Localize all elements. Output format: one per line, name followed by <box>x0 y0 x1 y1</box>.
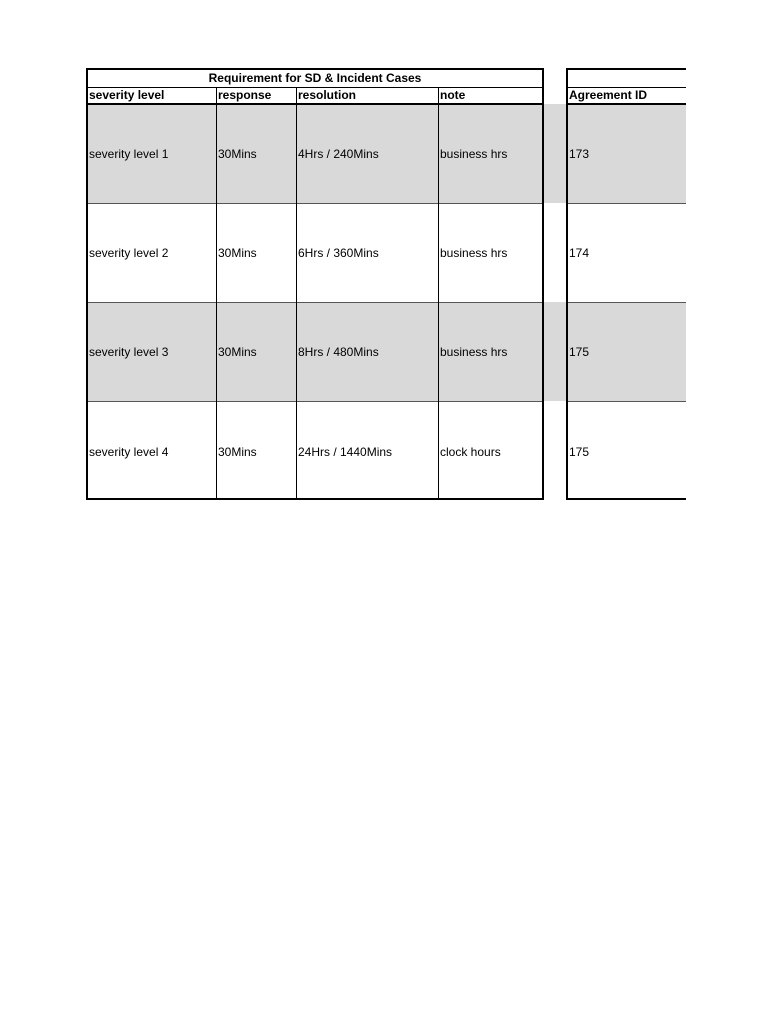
cell-response[interactable]: 30Mins <box>218 345 257 359</box>
cell-note[interactable]: business hrs <box>440 147 508 161</box>
header-note[interactable]: note <box>440 88 466 102</box>
cell-severity[interactable]: severity level 1 <box>89 147 169 161</box>
table-row <box>568 105 690 204</box>
table-row <box>568 402 690 501</box>
cell-severity[interactable]: severity level 2 <box>89 246 169 260</box>
cell-resolution[interactable]: 6Hrs / 360Mins <box>298 246 379 260</box>
cell-severity[interactable]: severity level 4 <box>89 444 169 459</box>
table-row <box>568 204 690 303</box>
page-edge <box>686 0 770 1024</box>
table-row <box>88 402 542 501</box>
cell-agreement-id[interactable]: 174 <box>569 246 590 260</box>
table-title: Requirement for SD & Incident Cases <box>88 70 542 88</box>
cell-agreement-id[interactable]: 175 <box>569 345 590 359</box>
cell-note[interactable]: business hrs <box>440 246 508 260</box>
cell-response[interactable]: 30Mins <box>218 246 257 260</box>
table-row <box>88 204 542 303</box>
header-row <box>88 88 542 105</box>
cell-agreement-id[interactable]: 173 <box>569 147 590 161</box>
table-row <box>568 303 690 402</box>
header-severity-level[interactable]: severity level <box>89 88 165 102</box>
agreement-header-row <box>568 88 690 105</box>
header-response[interactable]: response <box>218 88 272 102</box>
table-row <box>88 105 542 204</box>
cell-agreement-id[interactable]: 175 <box>569 444 590 459</box>
cell-resolution[interactable]: 8Hrs / 480Mins <box>298 345 379 359</box>
cell-resolution[interactable]: 4Hrs / 240Mins <box>298 147 379 161</box>
header-resolution[interactable]: resolution <box>298 88 357 102</box>
agreement-title-cell <box>568 70 690 88</box>
agreement-table <box>566 68 690 500</box>
column-divider <box>216 88 217 498</box>
cell-note[interactable]: business hrs <box>440 345 508 359</box>
table-row <box>88 303 542 402</box>
cell-response[interactable]: 30Mins <box>218 444 257 459</box>
cell-response[interactable]: 30Mins <box>218 147 257 161</box>
column-divider <box>296 88 297 498</box>
gap-shade <box>544 302 567 401</box>
requirement-table <box>86 68 544 500</box>
cell-note[interactable]: clock hours <box>440 444 501 459</box>
gap-shade <box>544 104 567 203</box>
header-agreement-id[interactable]: Agreement ID <box>569 88 648 102</box>
cell-resolution[interactable]: 24Hrs / 1440Mins <box>298 444 393 459</box>
column-divider <box>438 88 439 498</box>
cell-severity[interactable]: severity level 3 <box>89 345 169 359</box>
